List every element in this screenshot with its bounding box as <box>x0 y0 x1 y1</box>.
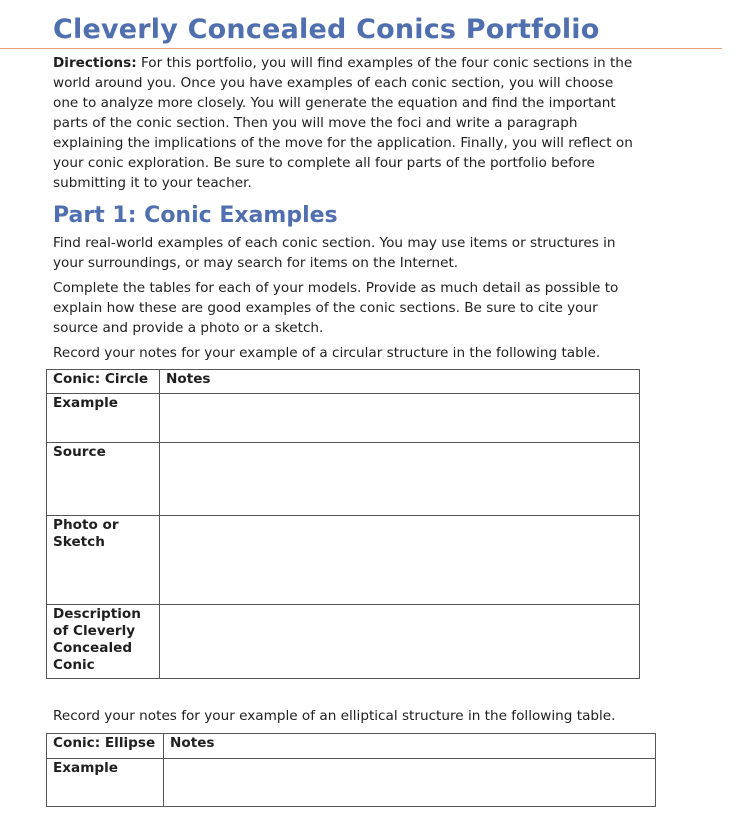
table-row <box>47 516 640 605</box>
directions-label: Directions: <box>53 55 137 71</box>
circle-notes-example[interactable] <box>160 394 640 443</box>
table-row <box>47 605 640 679</box>
directions-paragraph <box>53 53 633 193</box>
ellipse-header-conic: Conic: Ellipse <box>47 734 164 759</box>
part1-para-2: Complete the tables for each of your models. Provide as much detail as possible to explain how these are good examples of the conic sections. Be sure to cite your source and provide a photo or a sketch. <box>53 280 619 336</box>
circle-header-notes: Notes <box>160 370 640 394</box>
circle-table-intro: Record your notes for your example of a circular structure in the following table. <box>53 345 601 361</box>
part1-para-1: Find real-world examples of each conic section. You may use items or structures in your surroundings, or may search for items on the Internet. <box>53 235 616 271</box>
ellipse-table <box>46 733 656 807</box>
circle-notes-photo[interactable] <box>160 516 640 605</box>
part1-heading: Part 1: Conic Examples <box>53 203 338 228</box>
page-title: Cleverly Concealed Conics Portfolio <box>53 14 600 45</box>
circle-table <box>46 369 640 679</box>
circle-row-description: Description of Cleverly Concealed Conic <box>47 605 160 679</box>
circle-notes-description[interactable] <box>160 605 640 679</box>
table-row <box>47 759 656 807</box>
title-divider <box>0 48 722 49</box>
table-row <box>47 443 640 516</box>
table-row <box>47 394 640 443</box>
ellipse-notes-example[interactable] <box>164 759 656 807</box>
ellipse-header-notes: Notes <box>164 734 656 759</box>
table-row <box>47 370 640 394</box>
circle-header-conic: Conic: Circle <box>47 370 160 394</box>
ellipse-table-intro: Record your notes for your example of an elliptical structure in the following table. <box>53 708 616 724</box>
circle-row-example: Example <box>47 394 160 443</box>
table-row <box>47 734 656 759</box>
ellipse-row-example: Example <box>47 759 164 807</box>
circle-notes-source[interactable] <box>160 443 640 516</box>
circle-row-photo: Photo or Sketch <box>47 516 160 605</box>
circle-row-source: Source <box>47 443 160 516</box>
directions-text: For this portfolio, you will find examples of the four conic sections in the world around you. Once you have examples of each conic section, you will choose one to analyze more closely. You will generate the equation and find the important parts of the conic section. Then you will move the foci and write a paragraph explaining the implications of the move for the application. Finally, you will reflect on your conic exploration. Be sure to complete all four parts of the portfolio before submitting it to your teacher. <box>53 55 633 191</box>
